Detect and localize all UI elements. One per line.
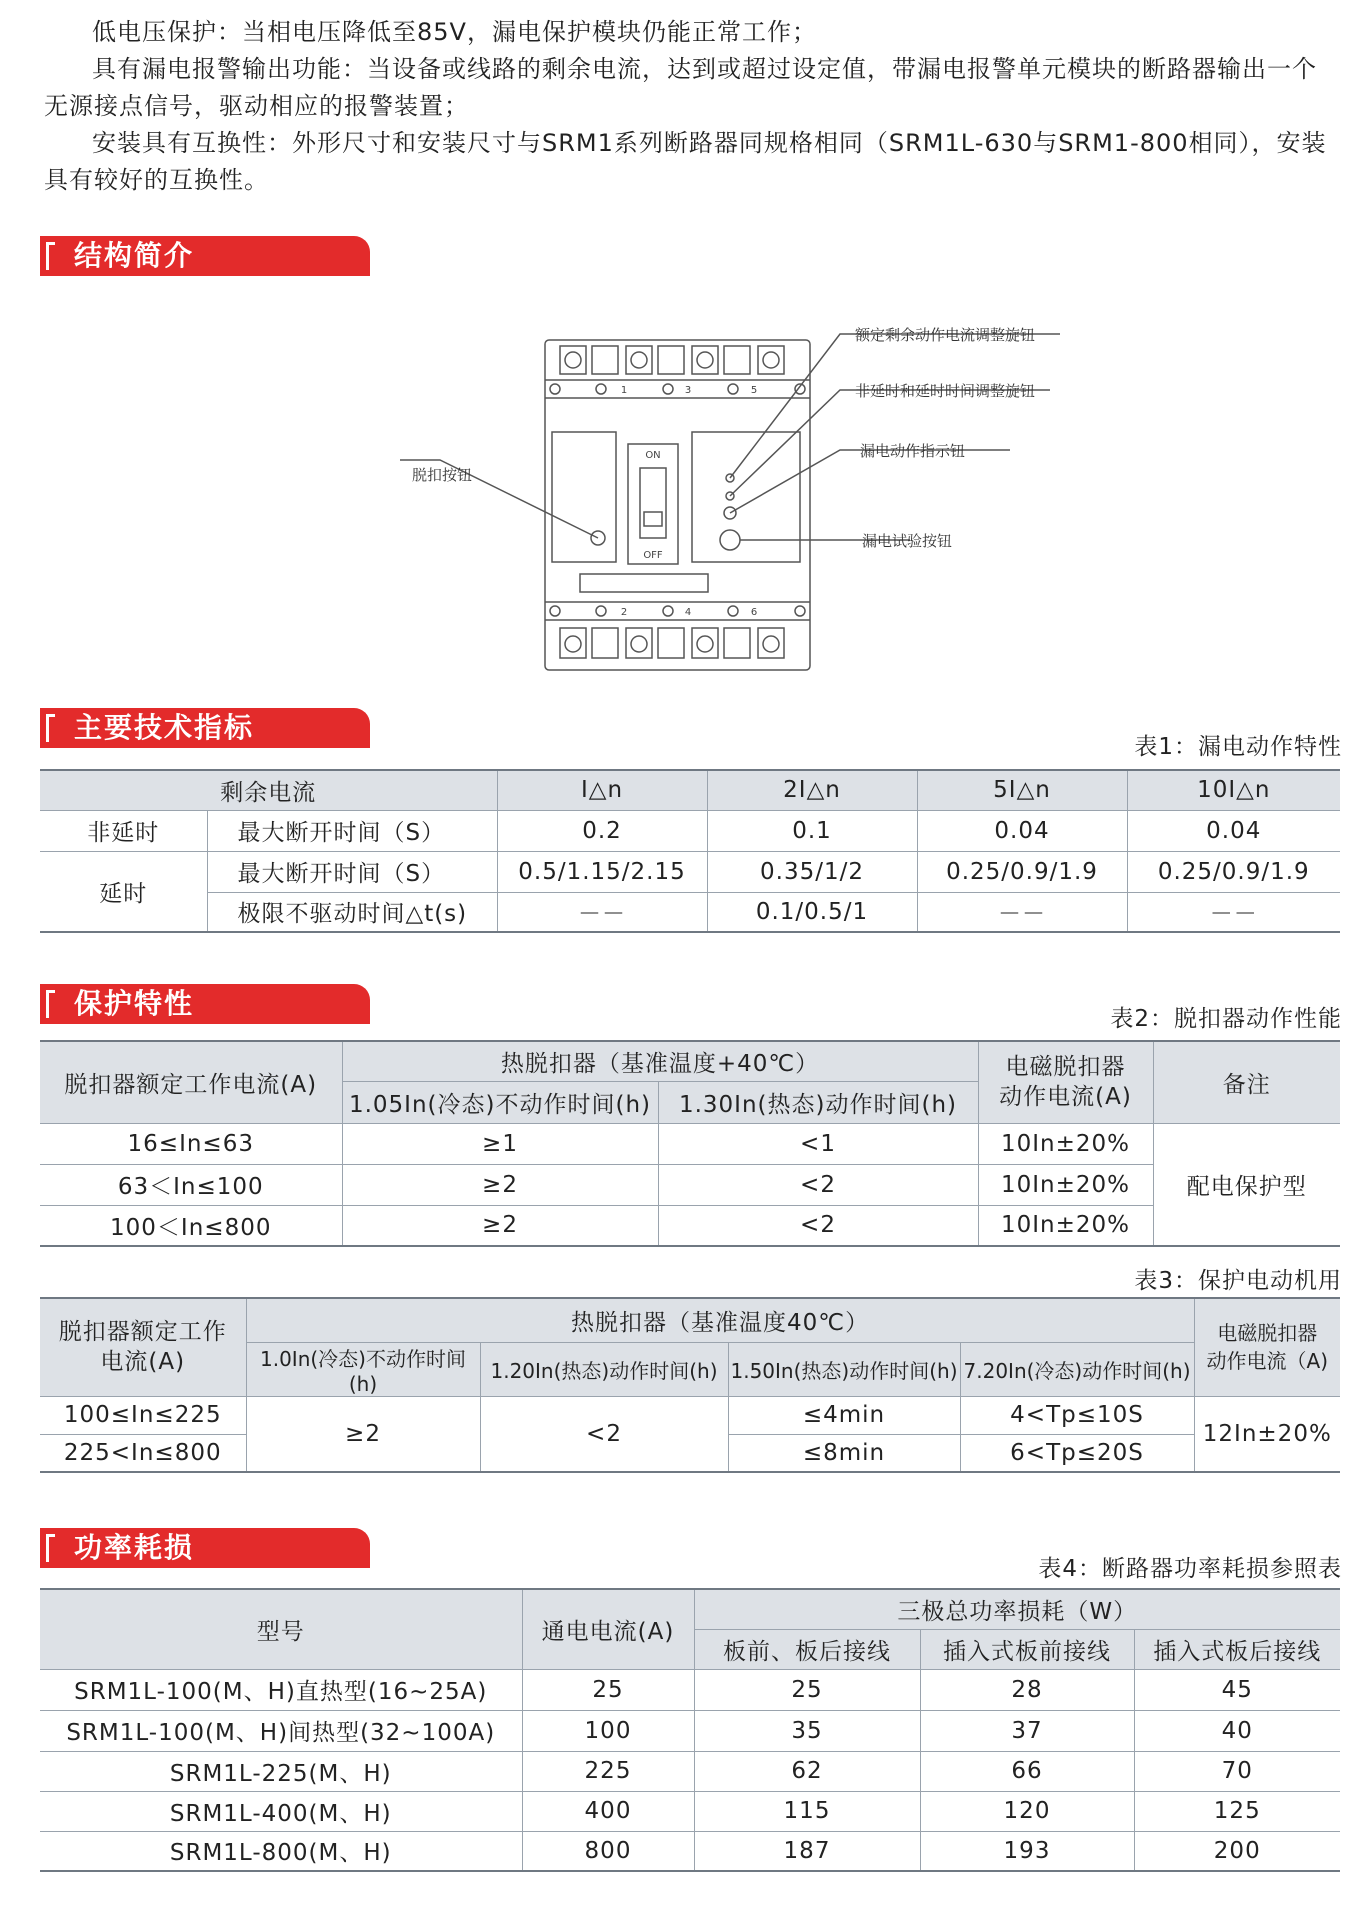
terminal-number: 5 <box>750 385 758 396</box>
table-cell: SRM1L-100(M、H)间热型(32~100A) <box>40 1710 522 1751</box>
header-line: 电流(A) <box>100 1349 186 1376</box>
table-header-cell: 板前、板后接线 <box>694 1629 920 1669</box>
section-title: 结构简介 <box>74 239 195 272</box>
table-cell: ≥2 <box>342 1205 658 1246</box>
table-header-cell: 热脱扣器（基准温度+40℃） <box>342 1041 978 1081</box>
table-cell: 70 <box>1134 1751 1340 1791</box>
label-test-button: 漏电试验按钮 <box>862 532 953 550</box>
terminal-number: 3 <box>684 385 692 396</box>
table-cell: 配电保护型 <box>1153 1123 1340 1246</box>
table-cell: 120 <box>920 1791 1134 1831</box>
table-cell: <2 <box>480 1396 728 1472</box>
table-cell: 66 <box>920 1751 1134 1791</box>
header-line: 脱扣器额定工作 <box>58 1319 227 1346</box>
table-header-cell: I△n <box>497 770 707 810</box>
switch-on-label: ON <box>645 450 661 461</box>
table-cell: －－ <box>497 892 707 932</box>
table-cell: 延时 <box>40 851 207 932</box>
table-cell: 40 <box>1134 1710 1340 1751</box>
table-cell: 100≤In≤225 <box>40 1396 246 1434</box>
terminal-number: 6 <box>750 607 758 618</box>
breaker-diagram <box>400 320 1080 680</box>
table-header-cell: 插入式板后接线 <box>1134 1629 1340 1669</box>
table-cell: SRM1L-225(M、H) <box>40 1751 522 1791</box>
bottom-terminals <box>560 628 784 658</box>
table-cell: 10In±20% <box>978 1123 1153 1164</box>
section-title: 主要技术指标 <box>74 711 255 744</box>
table-cell: 25 <box>522 1669 694 1710</box>
table-header-cell: 热脱扣器（基准温度40℃） <box>246 1298 1194 1342</box>
table-cell: 极限不驱动时间△t(s) <box>207 892 497 932</box>
table-header-cell: 10I△n <box>1127 770 1340 810</box>
corner-mark-icon <box>46 1534 55 1562</box>
table-cell: 0.04 <box>1127 810 1340 851</box>
table-cell: 0.5/1.15/2.15 <box>497 851 707 892</box>
section-title: 功率耗损 <box>74 1531 195 1564</box>
table-cell: SRM1L-400(M、H) <box>40 1791 522 1831</box>
section-header-structure <box>40 236 370 276</box>
corner-mark-icon <box>46 990 55 1018</box>
table-cell: 225 <box>522 1751 694 1791</box>
table4-caption: 表4：断路器功率耗损参照表 <box>1038 1556 1342 1582</box>
table1-caption: 表1：漏电动作特性 <box>1134 734 1342 760</box>
table-header-cell: 7.20In(冷态)动作时间(h) <box>960 1342 1194 1396</box>
table-cell: 0.25/0.9/1.9 <box>917 851 1127 892</box>
table-cell: 28 <box>920 1669 1134 1710</box>
top-terminals <box>560 346 784 374</box>
table-cell: 非延时 <box>40 810 207 851</box>
table-header-cell: 三极总功率损耗（W） <box>694 1589 1340 1629</box>
table-cell: 0.2 <box>497 810 707 851</box>
table3-caption: 表3：保护电动机用 <box>1134 1268 1342 1294</box>
section-header-power <box>40 1528 370 1568</box>
table-cell: 25 <box>694 1669 920 1710</box>
table-header-cell: 2I△n <box>707 770 917 810</box>
table-header-cell: 备注 <box>1153 1041 1340 1123</box>
table-cell: 187 <box>694 1831 920 1871</box>
corner-mark-icon <box>46 242 55 270</box>
header-line: 电磁脱扣器 <box>1217 1321 1318 1346</box>
table-cell: －－ <box>1127 892 1340 932</box>
table-cell: 0.25/0.9/1.9 <box>1127 851 1340 892</box>
table-header-cell: 1.0In(冷态)不动作时间(h) <box>246 1342 480 1396</box>
intro-paragraph: 低电压保护：当相电压降低至85V，漏电保护模块仍能正常工作； <box>92 18 817 46</box>
header-line: 动作电流（A) <box>1206 1349 1329 1374</box>
left-panel <box>552 432 616 562</box>
label-trip-button: 脱扣按钮 <box>412 466 473 484</box>
table-cell: 16≤In≤63 <box>40 1123 342 1164</box>
table-cell: ≥2 <box>246 1396 480 1472</box>
table-cell: ≤4min <box>728 1396 960 1434</box>
section-header-tech <box>40 708 370 748</box>
table-header-cell: 型号 <box>40 1589 522 1669</box>
table-cell: 100 <box>522 1710 694 1751</box>
table-cell: 10In±20% <box>978 1164 1153 1205</box>
section-header-protect <box>40 984 370 1024</box>
table-cell: 12In±20% <box>1194 1396 1340 1472</box>
terminal-number: 1 <box>620 385 628 396</box>
table-cell: 62 <box>694 1751 920 1791</box>
table-cell: 200 <box>1134 1831 1340 1871</box>
terminal-number: 2 <box>620 607 628 618</box>
table-header-cell: 剩余电流 <box>40 770 497 810</box>
intro-text <box>44 14 1340 199</box>
table-cell: 0.1/0.5/1 <box>707 892 917 932</box>
label-adjust-time: 非延时和延时时间调整旋钮 <box>855 382 1036 400</box>
label-indicator: 漏电动作指示钮 <box>860 442 966 460</box>
table-header-cell: 1.05In(冷态)不动作时间(h) <box>342 1081 658 1123</box>
table-cell: 35 <box>694 1710 920 1751</box>
table4-power-loss <box>40 1588 1340 1872</box>
header-line: 电磁脱扣器 <box>1005 1054 1126 1081</box>
table-cell: <1 <box>658 1123 978 1164</box>
table-header-cell: 脱扣器额定工作电流(A) <box>40 1041 342 1123</box>
switch-off-label: OFF <box>643 550 663 561</box>
table-cell: 0.1 <box>707 810 917 851</box>
table-cell: <2 <box>658 1205 978 1246</box>
right-panel <box>692 432 800 562</box>
header-line: 动作电流(A) <box>999 1084 1132 1111</box>
table-cell: 125 <box>1134 1791 1340 1831</box>
table-header-cell: 插入式板前接线 <box>920 1629 1134 1669</box>
table1-leakage <box>40 769 1340 933</box>
table-cell: ≥1 <box>342 1123 658 1164</box>
table-header-cell: 1.30In(热态)动作时间(h) <box>658 1081 978 1123</box>
intro-paragraph: 具有漏电报警输出功能：当设备或线路的剩余电流，达到或超过设定值，带漏电报警单元模块的断路器输出一个无源接点信号，驱动相应的报警装置； <box>44 55 1317 120</box>
table-header-cell: 1.20In(热态)动作时间(h) <box>480 1342 728 1396</box>
table-cell: 6<Tp≤20S <box>960 1434 1194 1472</box>
table-cell: SRM1L-800(M、H) <box>40 1831 522 1871</box>
table-cell: 最大断开时间（S） <box>207 810 497 851</box>
table-cell: 45 <box>1134 1669 1340 1710</box>
test-button-shape <box>720 530 740 550</box>
corner-mark-icon <box>46 714 55 742</box>
section-title: 保护特性 <box>74 987 195 1020</box>
table-cell: 193 <box>920 1831 1134 1871</box>
intro-paragraph: 安装具有互换性：外形尺寸和安装尺寸与SRM1系列断路器同规格相同（SRM1L-630与SRM1-800相同），安装具有较好的互换性。 <box>44 129 1327 194</box>
table-cell: 225<In≤800 <box>40 1434 246 1472</box>
table-cell: SRM1L-100(M、H)直热型(16~25A) <box>40 1669 522 1710</box>
table-cell: 37 <box>920 1710 1134 1751</box>
table2-trip-performance <box>40 1040 1340 1247</box>
table-header-cell: 5I△n <box>917 770 1127 810</box>
table-cell: 63＜In≤100 <box>40 1164 342 1205</box>
label-adjust-current: 额定剩余动作电流调整旋钮 <box>855 326 1036 344</box>
table-header-cell <box>40 1298 246 1396</box>
table-cell: ≥2 <box>342 1164 658 1205</box>
table-header-cell <box>978 1041 1153 1123</box>
table-cell: 最大断开时间（S） <box>207 851 497 892</box>
switch-housing <box>628 444 678 564</box>
table-cell: －－ <box>917 892 1127 932</box>
table-cell: 400 <box>522 1791 694 1831</box>
table-header-cell: 通电电流(A) <box>522 1589 694 1669</box>
table-cell: 4<Tp≤10S <box>960 1396 1194 1434</box>
terminal-number: 4 <box>684 607 692 618</box>
table-cell: 100＜In≤800 <box>40 1205 342 1246</box>
table-header-cell: 1.50In(热态)动作时间(h) <box>728 1342 960 1396</box>
table-cell: 0.35/1/2 <box>707 851 917 892</box>
table3-motor-protection <box>40 1297 1340 1473</box>
table2-caption: 表2：脱扣器动作性能 <box>1110 1006 1342 1032</box>
table-cell: 10In±20% <box>978 1205 1153 1246</box>
table-cell: ≤8min <box>728 1434 960 1472</box>
table-cell: 0.04 <box>917 810 1127 851</box>
table-cell: 800 <box>522 1831 694 1871</box>
table-cell: 115 <box>694 1791 920 1831</box>
table-cell: <2 <box>658 1164 978 1205</box>
table-header-cell <box>1194 1298 1340 1396</box>
